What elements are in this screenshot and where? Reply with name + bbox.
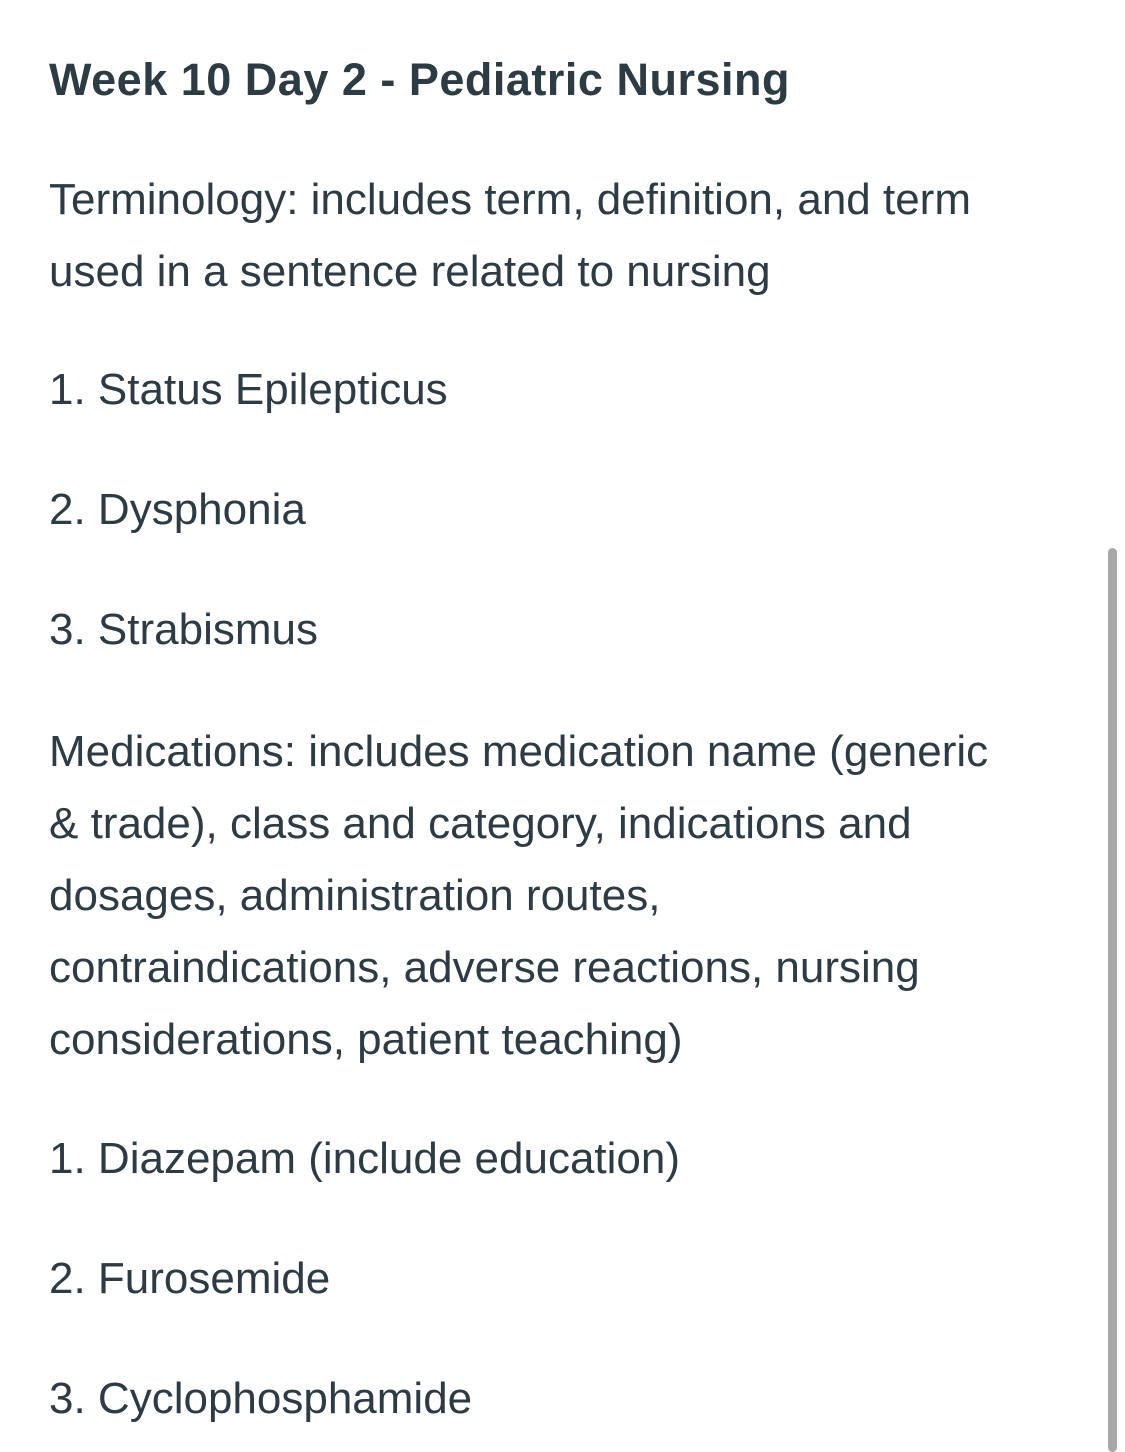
medications-instructions-line: contraindications, adverse reactions, nursing bbox=[49, 943, 920, 992]
medication-item-furosemide: 2. Furosemide bbox=[49, 1254, 331, 1303]
vertical-scrollbar[interactable] bbox=[1108, 548, 1117, 1452]
medications-instructions bbox=[49, 716, 1079, 1076]
terminology-instructions-line: Terminology: includes term, definition, and term bbox=[49, 175, 971, 224]
terminology-item-dysphonia: 2. Dysphonia bbox=[49, 485, 306, 534]
medications-instructions-line: & trade), class and category, indications and bbox=[49, 799, 912, 848]
terminology-item-strabismus: 3. Strabismus bbox=[49, 605, 318, 654]
terminology-item-status-epilepticus: 1. Status Epilepticus bbox=[49, 365, 448, 414]
terminology-instructions-line: used in a sentence related to nursing bbox=[49, 247, 771, 296]
scrollbar-thumb[interactable] bbox=[1108, 548, 1117, 1452]
medications-instructions-line: considerations, patient teaching) bbox=[49, 1015, 683, 1064]
medications-instructions-line: dosages, administration routes, bbox=[49, 871, 661, 920]
medications-instructions-line: Medications: includes medication name (generic bbox=[49, 727, 989, 776]
terminology-instructions bbox=[49, 164, 1079, 308]
medication-item-diazepam: 1. Diazepam (include education) bbox=[49, 1134, 681, 1183]
medication-item-cyclophosphamide: 3. Cyclophosphamide bbox=[49, 1374, 473, 1423]
page-title: Week 10 Day 2 - Pediatric Nursing bbox=[49, 54, 790, 105]
